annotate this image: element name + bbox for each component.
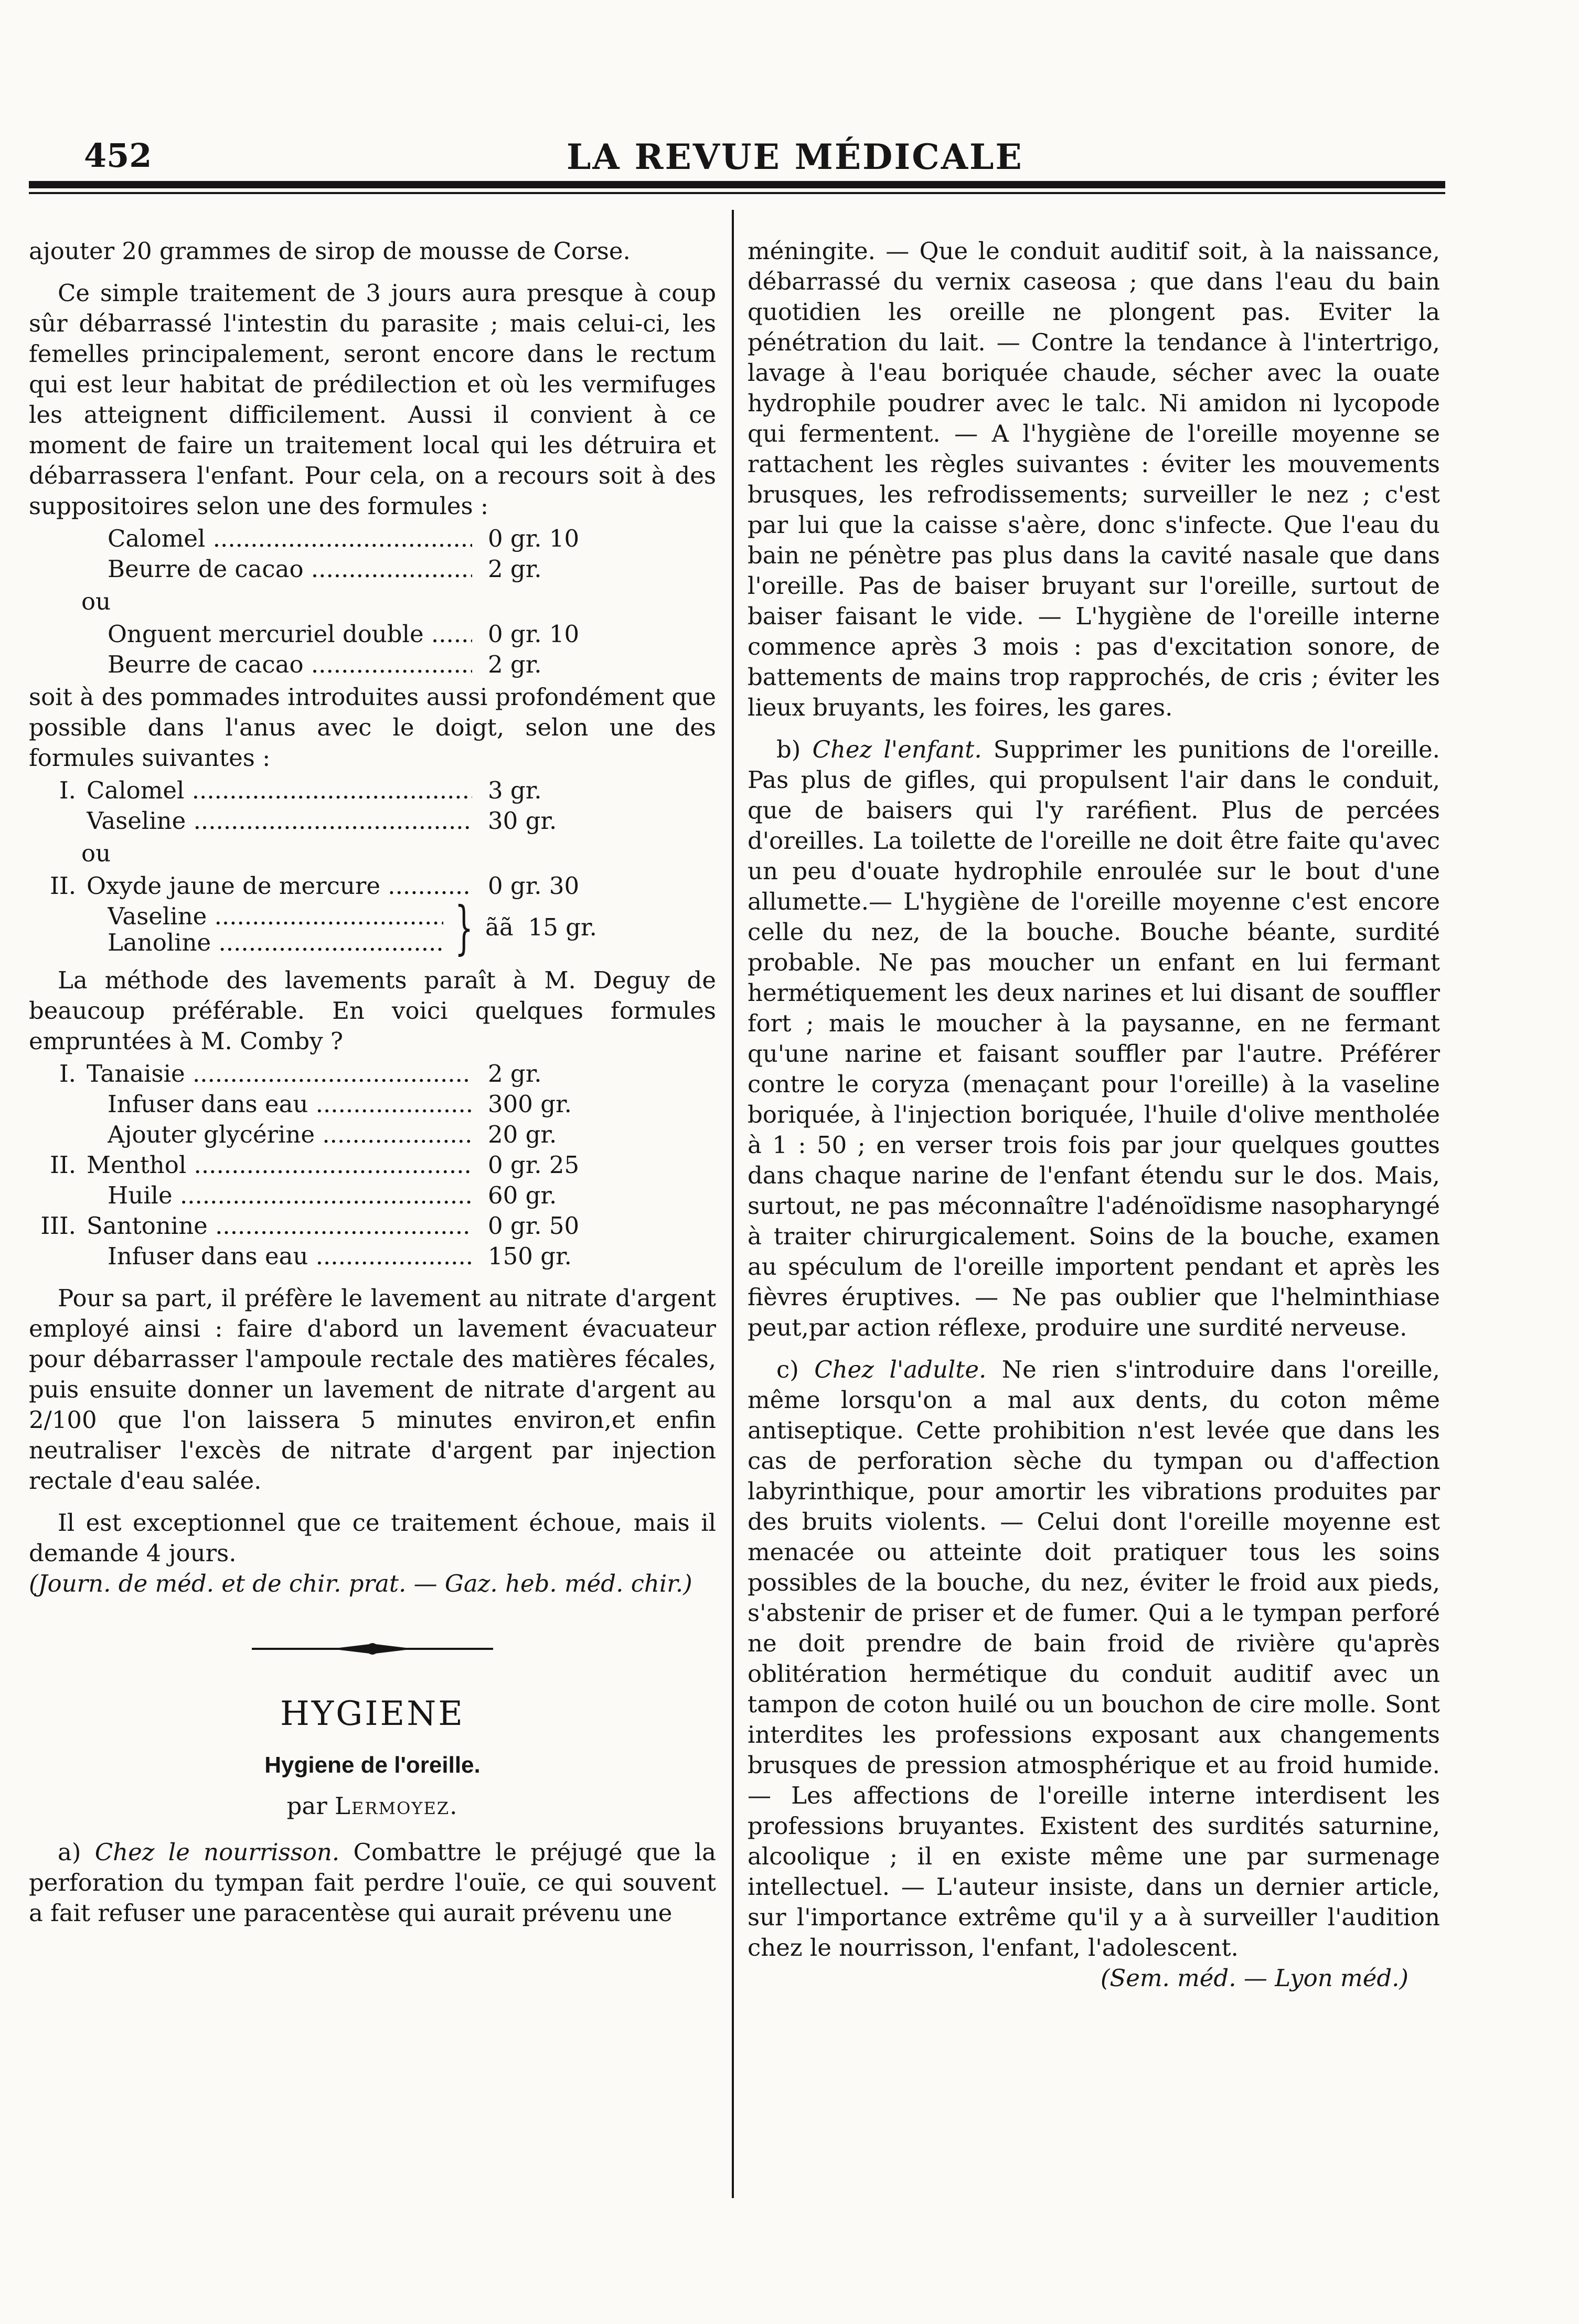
formula-quantity: 2 gr. (488, 651, 542, 678)
formula-ingredient: Vaseline ..... (108, 901, 443, 932)
formula-ingredient: Ajouter glycérine ..... (108, 1120, 472, 1150)
formula-quantity: 2 gr. (488, 1060, 542, 1088)
formula-ingredient: Beurre de cacao ..... (108, 554, 472, 584)
formula-ingredient: Calomel ..... (87, 775, 472, 806)
item-text: Supprimer les punitions de l'oreille. Pas plus de gifles, qui propulsent l'air dans le conduit, que de baisers qui l'y raréfient. Plus de percées d'oreilles. La toilette de l'oreille ne doit être faite qu'avec un peu d'ouate hydrophile enroulée sur le bout d'une allumette.— L'hygiène de l'oreille moyenne c'est encore celle du nez, de la bouche. Bouche béante, surdité probable. Ne pas moucher un enfant en lui fermant hermétiquement les deux narines et lui disant de souffler fort ; mais le moucher à la paysanne, en ne fermant qu'une narine et faisant souffler par l'autre. Préférer contre le coryza (menaçant pour l'oreille) à la vaseline boriquée, à l'injection boriquée, l'huile d'olive mentholée à 1 : 50 ; en verser trois fois par jour quelques gouttes dans chaque narine de l'enfant étendu sur le dos. Mais, surtout, ne pas méconnaître l'adénoïdisme nasopharyngé à traiter chirurgicalement. Soins de la bouche, examen au spéculum de l'oreille importent pendant et après les fièvres éruptives. — Ne pas oublier que l'helminthiase peut,par action réflexe, produire une surdité nerveuse. (748, 735, 1440, 1341)
right-column (748, 236, 1440, 1993)
paragraph-continuation: méningite. — Que le conduit auditif soit, à la naissance, débarrassé du vernix caseosa ; que dans l'eau du bain quotidien les oreille ne plongent pas. Eviter la pénétration du lait. — Contre la tendance à l'intertrigo, lavage à l'eau boriquée chaude, sécher avec la ouate hydrophile poudrer avec le talc. Ni amidon ni lycopode qui fermentent. — A l'hygiène de l'oreille moyenne se rattachent les règles suivantes : éviter les mouvements brusques, les refrodissements; surveiller le nez ; c'est par lui que la caisse s'aère, donc s'infecte. Que l'eau du bain ne pénètre pas plus dans la cavité nasale que dans l'oreille. Pas de baiser bruyant sur l'oreille, surtout de baiser faisant le vide. — L'hygiène de l'oreille interne commence après 3 mois : pas d'excitation sonore, de battements de mains trop rapprochés, de cris ; éviter les lieux bruyants, les foires, les gares. (748, 237, 1440, 721)
paragraph-pommades: soit à des pommades introduites aussi profondément que possible dans l'anus avec le doigt, selon une des formules suivantes : (29, 683, 716, 772)
formula-quantity: 2 gr. (488, 555, 542, 583)
paragraph-nourrisson (29, 1837, 716, 1928)
formula-pommade-2 (29, 871, 716, 961)
formula-line (29, 524, 716, 554)
formula-quantity: 300 gr. (488, 1090, 572, 1118)
formula-ingredient: Tanaisie ..... (87, 1059, 472, 1089)
formula-or: ou (81, 839, 111, 867)
source-citation: (Journ. de méd. et de chir. prat. — Gaz. heb. méd. chir.) (29, 1570, 692, 1597)
formula-quantity: 150 gr. (488, 1242, 572, 1270)
formula-line (29, 1059, 716, 1089)
paragraph-lavements: La méthode des lavements paraît à M. Deguy de beaucoup préférable. En voici quelques formules empruntées à M. Comby ? (29, 966, 716, 1055)
formula-ingredient: Calomel ..... (108, 524, 472, 554)
formula-suppository-1 (29, 524, 716, 584)
column-divider (732, 210, 734, 2198)
formula-quantity: 3 gr. (488, 776, 542, 804)
page-number: 452 (84, 136, 152, 175)
paragraph-adulte (748, 1355, 1440, 1963)
formula-line (29, 1241, 716, 1272)
header-rule-thick (29, 181, 1445, 188)
left-column (29, 236, 716, 1928)
paragraph-nitrate: Pour sa part, il préfère le lavement au nitrate d'argent employé ainsi : faire d'abord un lavement évacuateur pour débarrasser l'ampoule rectale des matières fécales, puis ensuite donner un lavement de nitrate d'argent au 2/100 que l'on laissera 5 minutes environ,et enfin neutraliser l'excès de nitrate d'argent par injection rectale d'eau salée. (29, 1284, 716, 1495)
formula-lavements (29, 1059, 716, 1272)
formula-line (29, 1180, 716, 1211)
formula-quantity: 0 gr. 10 (488, 525, 580, 552)
formula-line (29, 619, 716, 649)
formula-ingredient: Huile ..... (108, 1180, 472, 1211)
formula-or: ou (81, 588, 111, 615)
formula-ingredient: Infuser dans eau ..... (108, 1241, 472, 1272)
formula-ingredient: Onguent mercuriel double ..... (108, 619, 472, 649)
item-title: Chez le nourrisson. (94, 1838, 340, 1866)
formula-line (29, 1089, 716, 1120)
formula-ingredient: Lanoline ..... (108, 928, 443, 958)
byline (29, 1791, 716, 1821)
formula-quantity: 15 gr. (528, 913, 597, 941)
item-title: Chez l'enfant. (812, 735, 982, 763)
formula-aa-mark: ãã (485, 913, 514, 941)
formula-line (29, 806, 716, 836)
formula-quantity: 30 gr. (488, 807, 557, 835)
formula-pommade-1 (29, 775, 716, 836)
brace-icon: } (455, 894, 473, 961)
page-header (21, 131, 1448, 178)
byline-prefix: par (286, 1792, 327, 1820)
item-text: Combattre le préjugé que la perforation du tympan fait perdre l'ouïe, ce qui souvent a fait refuser une paracentèse qui aurait prévenu une (29, 1838, 716, 1927)
formula-number: III. (40, 1212, 76, 1240)
paragraph-treatment: Ce simple traitement de 3 jours aura presque à coup sûr débarrassé l'intestin du parasite ; mais celui-ci, les femelles principalement, seront encore dans le rectum qui est leur habitat de prédilection et où les vermifuges les atteignent difficilement. Aussi il convient à ce moment de faire un traitement local qui les détruira et débarrassera l'enfant. Pour cela, on a recours soit à des suppositoires selon une des formules : (29, 279, 716, 520)
formula-ingredient: Vaseline ..... (87, 806, 472, 836)
formula-suppository-2 (29, 619, 716, 680)
formula-quantity: 60 gr. (488, 1181, 557, 1209)
formula-line (29, 901, 443, 928)
formula-line (29, 775, 716, 806)
formula-line (29, 871, 716, 901)
formula-quantity: 0 gr. 30 (488, 872, 580, 900)
journal-title: LA REVUE MÉDICALE (567, 136, 1023, 177)
formula-ingredient: Oxyde jaune de mercure ..... (87, 871, 472, 901)
paragraph-intro: ajouter 20 grammes de sirop de mousse de Corse. (29, 237, 631, 265)
byline-author: Lermoyez. (335, 1792, 458, 1820)
ornament-divider-icon (29, 1641, 716, 1657)
formula-number: II. (50, 872, 76, 900)
formula-line (29, 1120, 716, 1150)
formula-quantity: 0 gr. 25 (488, 1151, 580, 1179)
formula-aa-group (29, 894, 716, 961)
item-label: b) (776, 735, 813, 763)
paragraph-exception: Il est exceptionnel que ce traitement échoue, mais il demande 4 jours. (29, 1509, 716, 1567)
item-title: Chez l'adulte. (814, 1356, 987, 1383)
formula-ingredient: Beurre de cacao ..... (108, 649, 472, 680)
formula-ingredient: Santonine ..... (87, 1211, 472, 1241)
section-title: HYGIENE (280, 1694, 465, 1733)
article-title: Hygiene de l'oreille. (264, 1752, 481, 1778)
item-label: c) (776, 1356, 815, 1383)
formula-number: II. (50, 1151, 76, 1179)
formula-quantity: 20 gr. (488, 1121, 557, 1148)
paragraph-enfant (748, 734, 1440, 1343)
source-citation: (Sem. méd. — Lyon méd.) (1100, 1964, 1409, 1992)
formula-quantity: 0 gr. 50 (488, 1212, 580, 1240)
formula-line (29, 554, 716, 584)
item-label: a) (58, 1838, 95, 1866)
formula-ingredient: Infuser dans eau ..... (108, 1089, 472, 1120)
formula-quantity: 0 gr. 10 (488, 620, 580, 648)
formula-line (29, 928, 443, 954)
formula-number: I. (59, 1060, 76, 1088)
formula-ingredient: Menthol ..... (87, 1150, 472, 1180)
formula-line (29, 1211, 716, 1241)
formula-line (29, 1150, 716, 1180)
item-text: Ne rien s'introduire dans l'oreille, même lorsqu'on a mal aux dents, du coton même antiseptique. Cette prohibition n'est levée que dans les cas de perforation sèche du tympan ou d'affection labyrinthique, pour amortir les vibrations produites par des bruits violents. — Celui dont l'oreille moyenne est menacée ou atteinte doit pratiquer tous les soins possibles de la bouche, du nez, éviter le froid aux pieds, s'abstenir de priser et de fumer. Qui a le tympan perforé ne doit prendre de bain froid de rivière qu'après oblitération hermétique du conduit auditif avec un tampon de coton huilé ou un bouchon de cire molle. Sont interdites les professions exposant aux changements brusques de pression atmosphérique et au froid humide. — Les affections de l'oreille interne interdisent les professions bruyantes. Existent des surdités saturnine, alcoolique ; il en existe même une par surmenage intellectuel. — L'auteur insiste, dans un dernier article, sur l'importance extrême qu'il y a à surveiller l'audition chez le nourrisson, l'enfant, l'adolescent. (748, 1356, 1440, 1961)
header-rule-thin (29, 192, 1445, 194)
formula-number: I. (59, 776, 76, 804)
formula-line (29, 649, 716, 680)
